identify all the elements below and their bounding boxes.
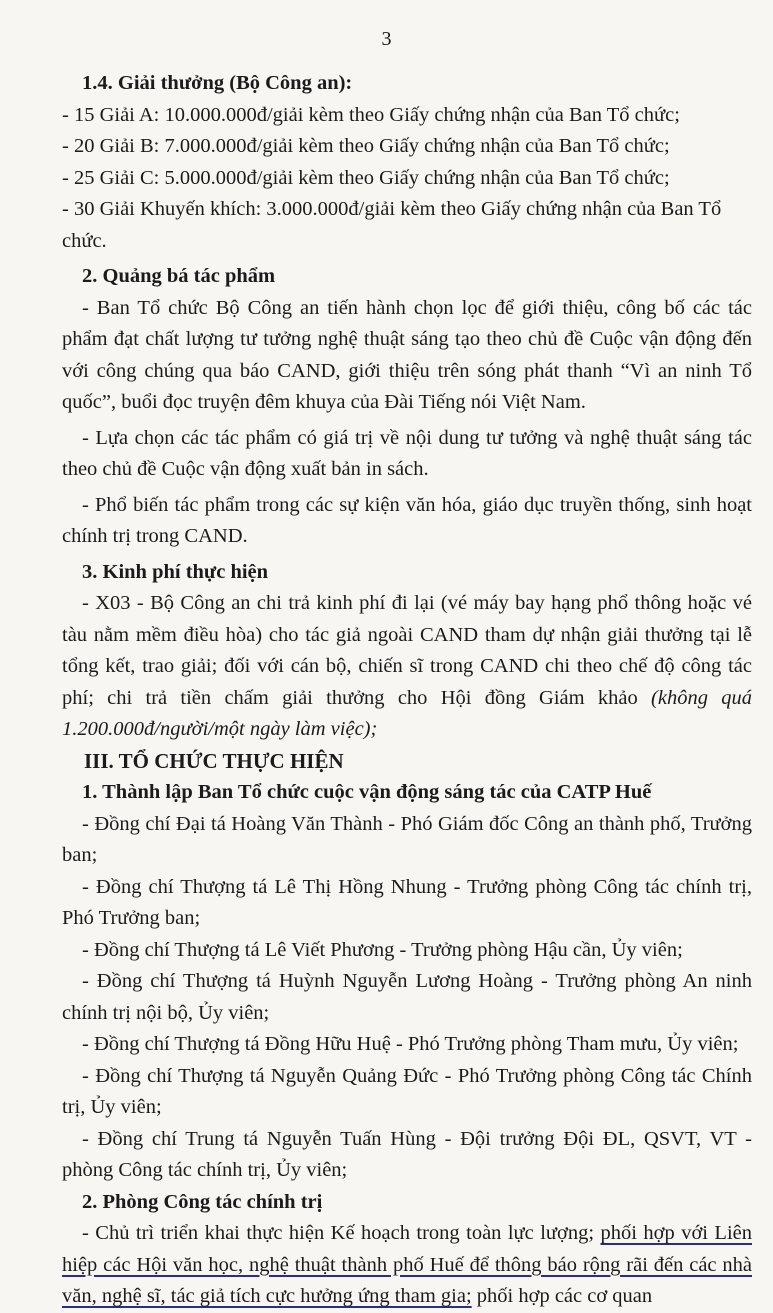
member-item: - Đồng chí Thượng tá Lê Thị Hồng Nhung - Trưởng phòng Công tác chính trị, Phó Trưởng ban; bbox=[62, 875, 752, 929]
page-number: 3 bbox=[381, 28, 392, 50]
member-item: - Đồng chí Đại tá Hoàng Văn Thành - Phó Giám đốc Công an thành phố, Trưởng ban; bbox=[62, 812, 752, 866]
section-2-paragraph: - Lựa chọn các tác phẩm có giá trị về nội dung tư tưởng và nghệ thuật sáng tác theo chủ đề Cuộc vận động xuất bản in sách. bbox=[62, 426, 752, 480]
section-2-paragraph: - Phổ biến tác phẩm trong các sự kiện văn hóa, giáo dục truyền thống, sinh hoạt chính trị trong CAND. bbox=[62, 493, 752, 547]
prize-item: - 25 Giải C: 5.000.000đ/giải kèm theo Giấy chứng nhận của Ban Tổ chức; bbox=[62, 166, 670, 189]
prize-item: - 30 Giải Khuyến khích: 3.000.000đ/giải kèm theo Giấy chứng nhận của Ban Tổ chức. bbox=[62, 198, 722, 252]
prize-item: - 20 Giải B: 7.000.000đ/giải kèm theo Giấy chứng nhận của Ban Tổ chức; bbox=[62, 135, 670, 157]
member-item: - Đồng chí Thượng tá Lê Viết Phương - Trưởng phòng Hậu cần, Ủy viên; bbox=[82, 938, 683, 961]
section-3-text: - X03 - Bộ Công an chi trả kinh phí đi lại (vé máy bay hạng phổ thông hoặc vé tàu nằm mềm điều hòa) cho tác giả ngoài CAND tham dự nhận giải thưởng tại lễ tổng kết, trao giải; đối với cán bộ, chiến sĩ trong CAND chi theo chế độ công tác phí; chi trả tiền chấm giải thưởng cho Hội đồng Giám khảo bbox=[62, 592, 752, 709]
section-III-2-text-end: phối hợp các cơ quan bbox=[471, 1285, 653, 1307]
section-3-heading: 3. Kinh phí thực hiện bbox=[82, 560, 269, 583]
section-III-heading: III. TỔ CHỨC THỰC HIỆN bbox=[84, 748, 344, 773]
section-2-heading: 2. Quảng bá tác phẩm bbox=[82, 265, 276, 287]
section-2-paragraph: - Ban Tổ chức Bộ Công an tiến hành chọn lọc để giới thiệu, công bố các tác phẩm đạt chất lượng tư tưởng nghệ thuật sáng tạo theo chủ đề Cuộc vận động đến với công chúng qua báo CAND, giới thiệu trên sóng phát thanh “Vì an ninh Tổ quốc”, buổi đọc truyện đêm khuya của Đài Tiếng nói Việt Nam. bbox=[62, 296, 752, 413]
member-item: - Đồng chí Thượng tá Đồng Hữu Huệ - Phó Trưởng phòng Tham mưu, Ủy viên; bbox=[82, 1033, 739, 1055]
section-1-4-heading: 1.4. Giải thưởng (Bộ Công an): bbox=[82, 72, 353, 94]
underlined-text: phối hợp với Liên hiệp các Hội văn học, nghệ thuật thành phố Huế để thông báo rộng rãi đến các nhà văn, nghệ sĩ, tác giả tích cực hưởng ứng tham gia; bbox=[62, 1222, 752, 1307]
section-3-paragraph bbox=[62, 588, 752, 746]
section-III-1-heading: 1. Thành lập Ban Tổ chức cuộc vận động sáng tác của CATP Huế bbox=[82, 781, 652, 803]
section-3-italic-note: (không quá 1.200.000đ/người/một ngày làm việc); bbox=[62, 686, 752, 740]
member-item: - Đồng chí Trung tá Nguyễn Tuấn Hùng - Đội trưởng Đội ĐL, QSVT, VT - phòng Công tác chính trị, Ủy viên; bbox=[62, 1127, 752, 1181]
section-III-2-heading: 2. Phòng Công tác chính trị bbox=[82, 1190, 323, 1213]
member-item: - Đồng chí Thượng tá Huỳnh Nguyễn Lương Hoàng - Trưởng phòng An ninh chính trị nội bộ, Ủy viên; bbox=[62, 970, 752, 1024]
document-body bbox=[62, 68, 752, 1313]
section-III-2-paragraph bbox=[62, 1218, 752, 1313]
member-item: - Đồng chí Thượng tá Nguyễn Quảng Đức - Phó Trưởng phòng Công tác Chính trị, Ủy viên; bbox=[62, 1064, 752, 1118]
prize-item: - 15 Giải A: 10.000.000đ/giải kèm theo Giấy chứng nhận của Ban Tổ chức; bbox=[62, 103, 680, 126]
section-III-2-text: - Chủ trì triển khai thực hiện Kế hoạch trong toàn lực lượng; bbox=[82, 1222, 601, 1244]
